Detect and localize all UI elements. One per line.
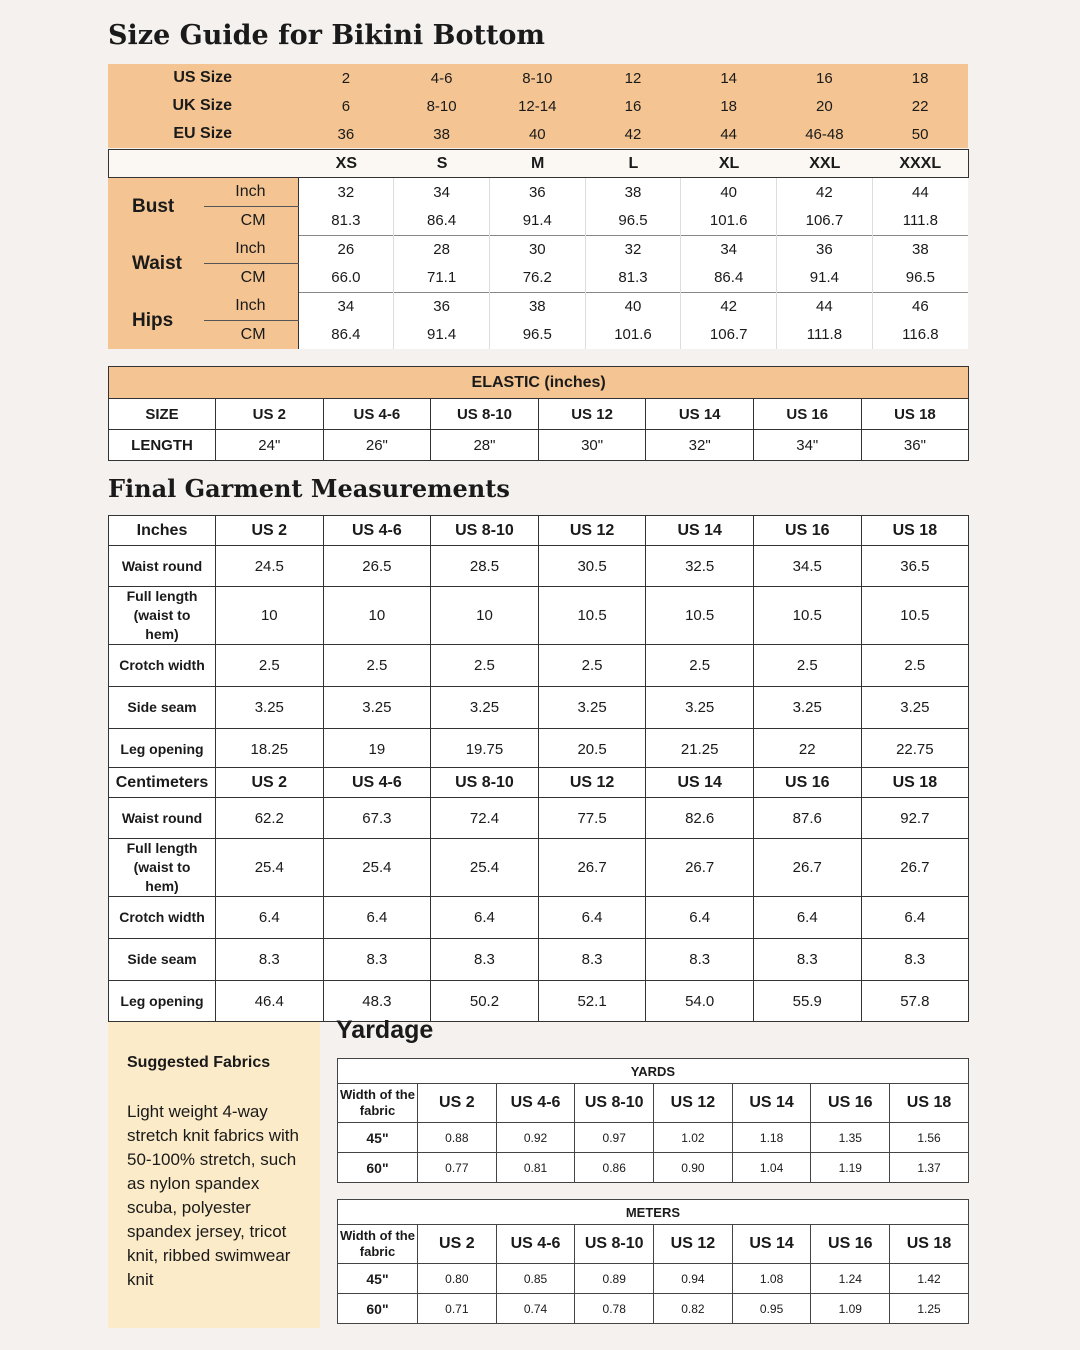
- garment-value: 8.3: [216, 939, 324, 981]
- measure-value: 44: [777, 292, 873, 321]
- garment-value: 10.5: [861, 587, 969, 645]
- size-conversion-table: [108, 64, 968, 148]
- garment-row-label: Waist round: [109, 798, 216, 839]
- garment-value: 55.9: [753, 981, 861, 1022]
- conversion-value: 2: [341, 69, 351, 87]
- yardage-caption: METERS: [338, 1200, 969, 1225]
- garment-row: [109, 587, 969, 645]
- conversion-value: 18: [720, 97, 738, 115]
- measure-value: 96.5: [585, 207, 681, 236]
- measure-value: 91.4: [489, 207, 585, 236]
- yardage-value: 0.74: [496, 1294, 575, 1324]
- garment-header-row: [109, 516, 969, 546]
- yardage-value: 0.94: [654, 1264, 733, 1294]
- garment-value: 6.4: [861, 897, 969, 939]
- garment-value: 62.2: [216, 798, 324, 839]
- garment-row: [109, 981, 969, 1022]
- measure-value: 111.8: [872, 207, 968, 236]
- garment-row-label: Crotch width: [109, 897, 216, 939]
- measure-name: Waist: [108, 235, 204, 292]
- garment-size: US 12: [538, 768, 646, 798]
- fabric-width: 45": [338, 1123, 418, 1153]
- yardage-value: 1.56: [890, 1123, 969, 1153]
- yardage-size: US 12: [654, 1084, 733, 1123]
- conversion-row: [108, 120, 968, 148]
- yardage-value: 1.37: [890, 1153, 969, 1183]
- garment-size: US 16: [753, 768, 861, 798]
- elastic-length: 28": [431, 430, 539, 461]
- garment-value: 6.4: [538, 897, 646, 939]
- conversion-row: [108, 64, 968, 92]
- yardage-value: 0.71: [418, 1294, 497, 1324]
- elastic-table: [108, 366, 969, 461]
- conversion-value: 8-10: [426, 97, 457, 115]
- elastic-size: US 14: [646, 399, 754, 430]
- yardage-size: US 8-10: [575, 1084, 654, 1123]
- conversion-label: EU Size: [173, 125, 233, 142]
- garment-value: 6.4: [431, 897, 539, 939]
- measure-value: 34: [298, 292, 394, 321]
- measure-value: 26: [298, 235, 394, 264]
- measure-value: 96.5: [872, 264, 968, 293]
- elastic-size: US 12: [538, 399, 646, 430]
- yardage-size: US 18: [890, 1225, 969, 1264]
- unit-label: CM: [204, 264, 298, 293]
- garment-value: 48.3: [323, 981, 431, 1022]
- yardage-value: 0.82: [654, 1294, 733, 1324]
- yardage-value: 1.24: [811, 1264, 890, 1294]
- garment-value: 3.25: [861, 687, 969, 729]
- unit-label: CM: [204, 207, 298, 236]
- measure-value: 86.4: [298, 321, 394, 350]
- measure-value: 30: [489, 235, 585, 264]
- garment-value: 3.25: [216, 687, 324, 729]
- garment-size: US 14: [646, 516, 754, 546]
- measure-value: 76.2: [489, 264, 585, 293]
- yardage-value: 1.08: [732, 1264, 811, 1294]
- garment-value: 6.4: [646, 897, 754, 939]
- conversion-row: [108, 92, 968, 120]
- measure-value: 36: [394, 292, 490, 321]
- measure-value: 40: [585, 292, 681, 321]
- garment-value: 3.25: [538, 687, 646, 729]
- garment-size: US 4-6: [323, 516, 431, 546]
- measure-value: 66.0: [298, 264, 394, 293]
- garment-row: [109, 546, 969, 587]
- measure-inch-row: [108, 292, 968, 321]
- elastic-length-label: LENGTH: [109, 430, 216, 461]
- letter-size: XS: [335, 154, 358, 172]
- garment-value: 19: [323, 729, 431, 770]
- letter-size: L: [628, 154, 639, 172]
- yardage-size: US 12: [654, 1225, 733, 1264]
- garment-value: 28.5: [431, 546, 539, 587]
- letter-size-spacer: [109, 150, 299, 178]
- yardage-value: 0.92: [496, 1123, 575, 1153]
- garment-value: 21.25: [646, 729, 754, 770]
- garment-value: 26.7: [753, 839, 861, 897]
- yardage-yards-table: [337, 1058, 969, 1183]
- measure-value: 86.4: [394, 207, 490, 236]
- garment-value: 2.5: [216, 645, 324, 687]
- elastic-length: 30": [538, 430, 646, 461]
- garment-size: US 18: [861, 768, 969, 798]
- conversion-value: 42: [624, 125, 642, 143]
- conversion-value: 40: [528, 125, 546, 143]
- conversion-value: 8-10: [522, 69, 553, 87]
- measure-value: 101.6: [585, 321, 681, 350]
- elastic-size: US 2: [216, 399, 324, 430]
- yardage-size: US 2: [418, 1084, 497, 1123]
- conversion-label: UK Size: [172, 97, 233, 114]
- measure-value: 42: [777, 178, 873, 207]
- conversion-value: 6: [341, 97, 351, 115]
- garment-value: 8.3: [323, 939, 431, 981]
- width-label: Width of the fabric: [338, 1225, 418, 1264]
- fabric-width: 45": [338, 1264, 418, 1294]
- garment-value: 46.4: [216, 981, 324, 1022]
- measure-value: 116.8: [872, 321, 968, 350]
- yardage-value: 1.04: [732, 1153, 811, 1183]
- garment-value: 8.3: [753, 939, 861, 981]
- garment-row: [109, 687, 969, 729]
- fabric-width: 60": [338, 1294, 418, 1324]
- garment-value: 36.5: [861, 546, 969, 587]
- garment-value: 26.7: [646, 839, 754, 897]
- unit-label: CM: [204, 321, 298, 350]
- garment-row-label: Full length (waist to hem): [109, 587, 216, 645]
- garment-unit-label: Centimeters: [109, 768, 216, 798]
- letter-size: XXL: [809, 154, 841, 172]
- conversion-value: 50: [911, 125, 929, 143]
- yardage-size: US 16: [811, 1084, 890, 1123]
- garment-size: US 4-6: [323, 768, 431, 798]
- garment-size: US 14: [646, 768, 754, 798]
- measure-value: 38: [872, 235, 968, 264]
- garment-value: 34.5: [753, 546, 861, 587]
- garment-value: 25.4: [431, 839, 539, 897]
- garment-value: 8.3: [861, 939, 969, 981]
- conversion-value: 12: [624, 69, 642, 87]
- garment-value: 32.5: [646, 546, 754, 587]
- letter-size: M: [531, 154, 545, 172]
- elastic-length: 36": [861, 430, 969, 461]
- garment-size: US 16: [753, 516, 861, 546]
- garment-value: 10: [216, 587, 324, 645]
- yardage-value: 0.86: [575, 1153, 654, 1183]
- garment-row-label: Waist round: [109, 546, 216, 587]
- garment-value: 25.4: [216, 839, 324, 897]
- garment-header-row: [109, 768, 969, 798]
- width-label: Width of the fabric: [338, 1084, 418, 1123]
- measure-value: 32: [298, 178, 394, 207]
- conversion-value: 44: [720, 125, 738, 143]
- measure-value: 101.6: [681, 207, 777, 236]
- elastic-length: 32": [646, 430, 754, 461]
- garment-cm-table: [108, 767, 969, 1022]
- garment-value: 2.5: [538, 645, 646, 687]
- suggested-fabrics-box: [108, 1022, 320, 1328]
- elastic-size: US 4-6: [323, 399, 431, 430]
- elastic-size-label: SIZE: [109, 399, 216, 430]
- measure-value: 38: [585, 178, 681, 207]
- conversion-value: 16: [816, 69, 833, 87]
- garment-value: 19.75: [431, 729, 539, 770]
- garment-value: 50.2: [431, 981, 539, 1022]
- garment-row-label: Full length (waist to hem): [109, 839, 216, 897]
- conversion-value: 20: [816, 97, 833, 115]
- garment-value: 24.5: [216, 546, 324, 587]
- measure-name: Hips: [108, 292, 204, 349]
- garment-value: 18.25: [216, 729, 324, 770]
- garment-row-label: Side seam: [109, 939, 216, 981]
- unit-label: Inch: [204, 292, 298, 321]
- yardage-value: 0.95: [732, 1294, 811, 1324]
- garment-unit-label: Inches: [109, 516, 216, 546]
- measure-value: 38: [489, 292, 585, 321]
- garment-value: 22.75: [861, 729, 969, 770]
- letter-size: XXXL: [899, 154, 942, 172]
- letter-size-row: [108, 149, 969, 178]
- garment-size: US 8-10: [431, 516, 539, 546]
- elastic-length: 34": [753, 430, 861, 461]
- measure-value: 34: [681, 235, 777, 264]
- garment-title: Final Garment Measurements: [108, 474, 510, 503]
- garment-row: [109, 839, 969, 897]
- garment-value: 6.4: [753, 897, 861, 939]
- elastic-length: 24": [216, 430, 324, 461]
- conversion-value: 22: [911, 97, 929, 115]
- yardage-size: US 16: [811, 1225, 890, 1264]
- garment-row-label: Leg opening: [109, 729, 216, 770]
- measure-value: 96.5: [489, 321, 585, 350]
- conversion-value: 46-48: [805, 125, 844, 143]
- garment-value: 82.6: [646, 798, 754, 839]
- yardage-caption: YARDS: [338, 1059, 969, 1084]
- garment-value: 10: [431, 587, 539, 645]
- conversion-value: 4-6: [430, 69, 453, 87]
- yardage-value: 0.85: [496, 1264, 575, 1294]
- garment-value: 26.7: [538, 839, 646, 897]
- garment-value: 25.4: [323, 839, 431, 897]
- elastic-size: US 8-10: [431, 399, 539, 430]
- conversion-label: US Size: [173, 69, 233, 86]
- measure-value: 28: [394, 235, 490, 264]
- garment-value: 3.25: [323, 687, 431, 729]
- yardage-size: US 8-10: [575, 1225, 654, 1264]
- yardage-value: 0.97: [575, 1123, 654, 1153]
- yardage-meters-table: [337, 1199, 969, 1324]
- garment-size: US 12: [538, 516, 646, 546]
- suggested-fabrics-text: Light weight 4-way stretch knit fabrics with 50-100% stretch, such as nylon spandex scuba, polyester spandex jersey, tricot knit, ribbed swimwear knit: [127, 1102, 299, 1289]
- garment-value: 10.5: [646, 587, 754, 645]
- yardage-value: 1.19: [811, 1153, 890, 1183]
- yardage-size: US 14: [732, 1084, 811, 1123]
- yardage-value: 0.77: [418, 1153, 497, 1183]
- conversion-value: 18: [911, 69, 929, 87]
- garment-value: 8.3: [431, 939, 539, 981]
- garment-value: 8.3: [538, 939, 646, 981]
- measure-value: 81.3: [585, 264, 681, 293]
- measure-cm-row: [108, 321, 968, 350]
- conversion-value: 14: [720, 69, 738, 87]
- elastic-title: ELASTIC (inches): [109, 367, 969, 399]
- yardage-value: 0.80: [418, 1264, 497, 1294]
- garment-inches-table: [108, 515, 969, 770]
- conversion-value: 38: [433, 125, 450, 143]
- yardage-size: US 14: [732, 1225, 811, 1264]
- garment-value: 92.7: [861, 798, 969, 839]
- yardage-value: 1.09: [811, 1294, 890, 1324]
- yardage-value: 0.89: [575, 1264, 654, 1294]
- yardage-size: US 18: [890, 1084, 969, 1123]
- yardage-value: 1.35: [811, 1123, 890, 1153]
- yardage-size: US 4-6: [496, 1225, 575, 1264]
- garment-row-label: Leg opening: [109, 981, 216, 1022]
- garment-row: [109, 939, 969, 981]
- garment-value: 67.3: [323, 798, 431, 839]
- garment-size: US 2: [216, 768, 324, 798]
- measure-value: 91.4: [394, 321, 490, 350]
- garment-value: 2.5: [323, 645, 431, 687]
- measure-value: 91.4: [777, 264, 873, 293]
- measure-name: Bust: [108, 178, 204, 235]
- measure-value: 46: [872, 292, 968, 321]
- unit-label: Inch: [204, 178, 298, 207]
- elastic-size: US 18: [861, 399, 969, 430]
- garment-value: 3.25: [431, 687, 539, 729]
- yardage-value: 1.18: [732, 1123, 811, 1153]
- garment-value: 52.1: [538, 981, 646, 1022]
- yardage-value: 0.78: [575, 1294, 654, 1324]
- garment-row-label: Crotch width: [109, 645, 216, 687]
- garment-value: 2.5: [753, 645, 861, 687]
- measure-inch-row: [108, 178, 968, 207]
- yardage-size: US 2: [418, 1225, 497, 1264]
- measure-cm-row: [108, 264, 968, 293]
- garment-value: 57.8: [861, 981, 969, 1022]
- letter-size: S: [436, 154, 448, 172]
- conversion-value: 36: [337, 125, 355, 143]
- yardage-value: 1.25: [890, 1294, 969, 1324]
- fabric-width: 60": [338, 1153, 418, 1183]
- garment-value: 10.5: [753, 587, 861, 645]
- measure-value: 34: [394, 178, 490, 207]
- yardage-value: 0.88: [418, 1123, 497, 1153]
- measure-value: 44: [872, 178, 968, 207]
- yardage-value: 1.02: [654, 1123, 733, 1153]
- garment-size: US 18: [861, 516, 969, 546]
- measure-value: 106.7: [777, 207, 873, 236]
- garment-value: 6.4: [216, 897, 324, 939]
- garment-size: US 8-10: [431, 768, 539, 798]
- measure-value: 32: [585, 235, 681, 264]
- garment-value: 72.4: [431, 798, 539, 839]
- garment-row: [109, 645, 969, 687]
- garment-row-label: Side seam: [109, 687, 216, 729]
- garment-value: 30.5: [538, 546, 646, 587]
- measure-inch-row: [108, 235, 968, 264]
- garment-value: 10.5: [538, 587, 646, 645]
- letter-size: XL: [718, 154, 740, 172]
- yardage-value: 0.81: [496, 1153, 575, 1183]
- measure-value: 40: [681, 178, 777, 207]
- garment-value: 2.5: [861, 645, 969, 687]
- measure-value: 111.8: [777, 321, 873, 350]
- garment-value: 10: [323, 587, 431, 645]
- garment-value: 20.5: [538, 729, 646, 770]
- garment-value: 26.7: [861, 839, 969, 897]
- garment-value: 3.25: [646, 687, 754, 729]
- garment-value: 8.3: [646, 939, 754, 981]
- body-measurements-table: [108, 178, 968, 349]
- garment-size: US 2: [216, 516, 324, 546]
- garment-row: [109, 897, 969, 939]
- suggested-fabrics-title: Suggested Fabrics: [127, 1054, 271, 1071]
- measure-value: 86.4: [681, 264, 777, 293]
- garment-value: 22: [753, 729, 861, 770]
- measure-value: 81.3: [298, 207, 394, 236]
- garment-value: 2.5: [431, 645, 539, 687]
- yardage-title: Yardage: [336, 1016, 434, 1044]
- measure-value: 42: [681, 292, 777, 321]
- measure-value: 36: [777, 235, 873, 264]
- garment-value: 54.0: [646, 981, 754, 1022]
- garment-value: 87.6: [753, 798, 861, 839]
- garment-value: 2.5: [646, 645, 754, 687]
- conversion-value: 16: [624, 97, 642, 115]
- unit-label: Inch: [204, 235, 298, 264]
- garment-value: 26.5: [323, 546, 431, 587]
- elastic-size: US 16: [753, 399, 861, 430]
- garment-value: 77.5: [538, 798, 646, 839]
- measure-cm-row: [108, 207, 968, 236]
- garment-row: [109, 729, 969, 770]
- yardage-value: 0.90: [654, 1153, 733, 1183]
- elastic-length: 26": [323, 430, 431, 461]
- yardage-value: 1.42: [890, 1264, 969, 1294]
- conversion-value: 12-14: [518, 97, 557, 115]
- yardage-size: US 4-6: [496, 1084, 575, 1123]
- measure-value: 106.7: [681, 321, 777, 350]
- garment-value: 6.4: [323, 897, 431, 939]
- measure-value: 71.1: [394, 264, 490, 293]
- garment-row: [109, 798, 969, 839]
- garment-value: 3.25: [753, 687, 861, 729]
- page-title: Size Guide for Bikini Bottom: [108, 20, 545, 51]
- measure-value: 36: [489, 178, 585, 207]
